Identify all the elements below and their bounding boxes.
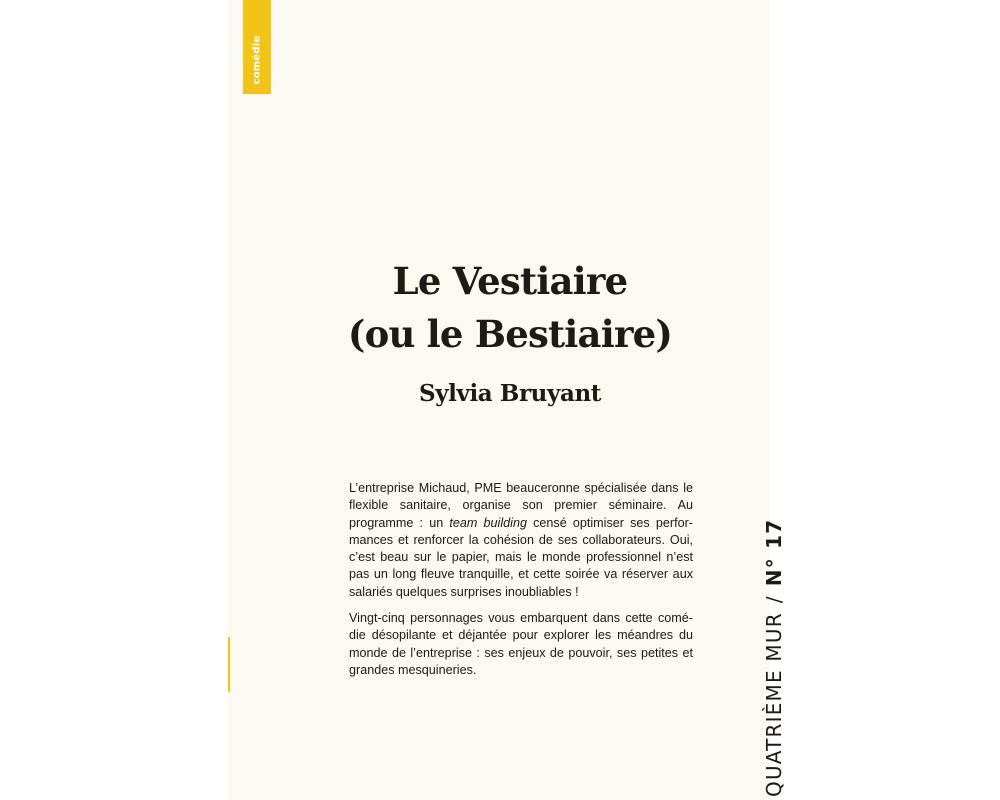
genre-tab bbox=[243, 0, 271, 94]
book-title bbox=[228, 255, 792, 361]
blurb-p1-italic: team building bbox=[449, 515, 527, 530]
collection-number: N° 17 bbox=[762, 518, 786, 587]
accent-line bbox=[228, 637, 230, 692]
collection-name: QUATRIÈME MUR bbox=[762, 612, 786, 797]
blurb-paragraph-2: Vingt-cinq personnages vous embarquent dans cette comédie désopilante et déjantée pour explorer les méandres du monde de l’entreprise : ses enjeux de pouvoir, ses petites et grandes mesquineries. bbox=[349, 611, 693, 677]
book-title-line-1: Le Vestiaire bbox=[392, 259, 628, 303]
blurb-paragraph-1 bbox=[349, 480, 693, 601]
genre-label: comédie bbox=[251, 35, 263, 85]
collection-separator: / bbox=[762, 595, 786, 604]
blurb-p1-start: L’entreprise Michaud, PME beauceronne spécialisée dans le flexible sanitaire, organise son premier séminaire. Au programme : un bbox=[349, 481, 693, 530]
book-title-line-2: (ou le Bestiaire) bbox=[347, 312, 673, 356]
blurb bbox=[349, 480, 693, 688]
collection-label bbox=[762, 519, 786, 797]
author-name: Sylvia Bruyant bbox=[418, 380, 602, 407]
blurb-p1-end: censé optimiser ses performances et renforcer la cohésion de ses collaborateurs. Oui, c’est beau sur le papier, mais le monde professionnel n’est pas un long fleuve tranquille, et cette soirée va réserver aux salariés quelques surprises inoubliables ! bbox=[349, 515, 693, 599]
book-back-cover bbox=[228, 0, 786, 800]
